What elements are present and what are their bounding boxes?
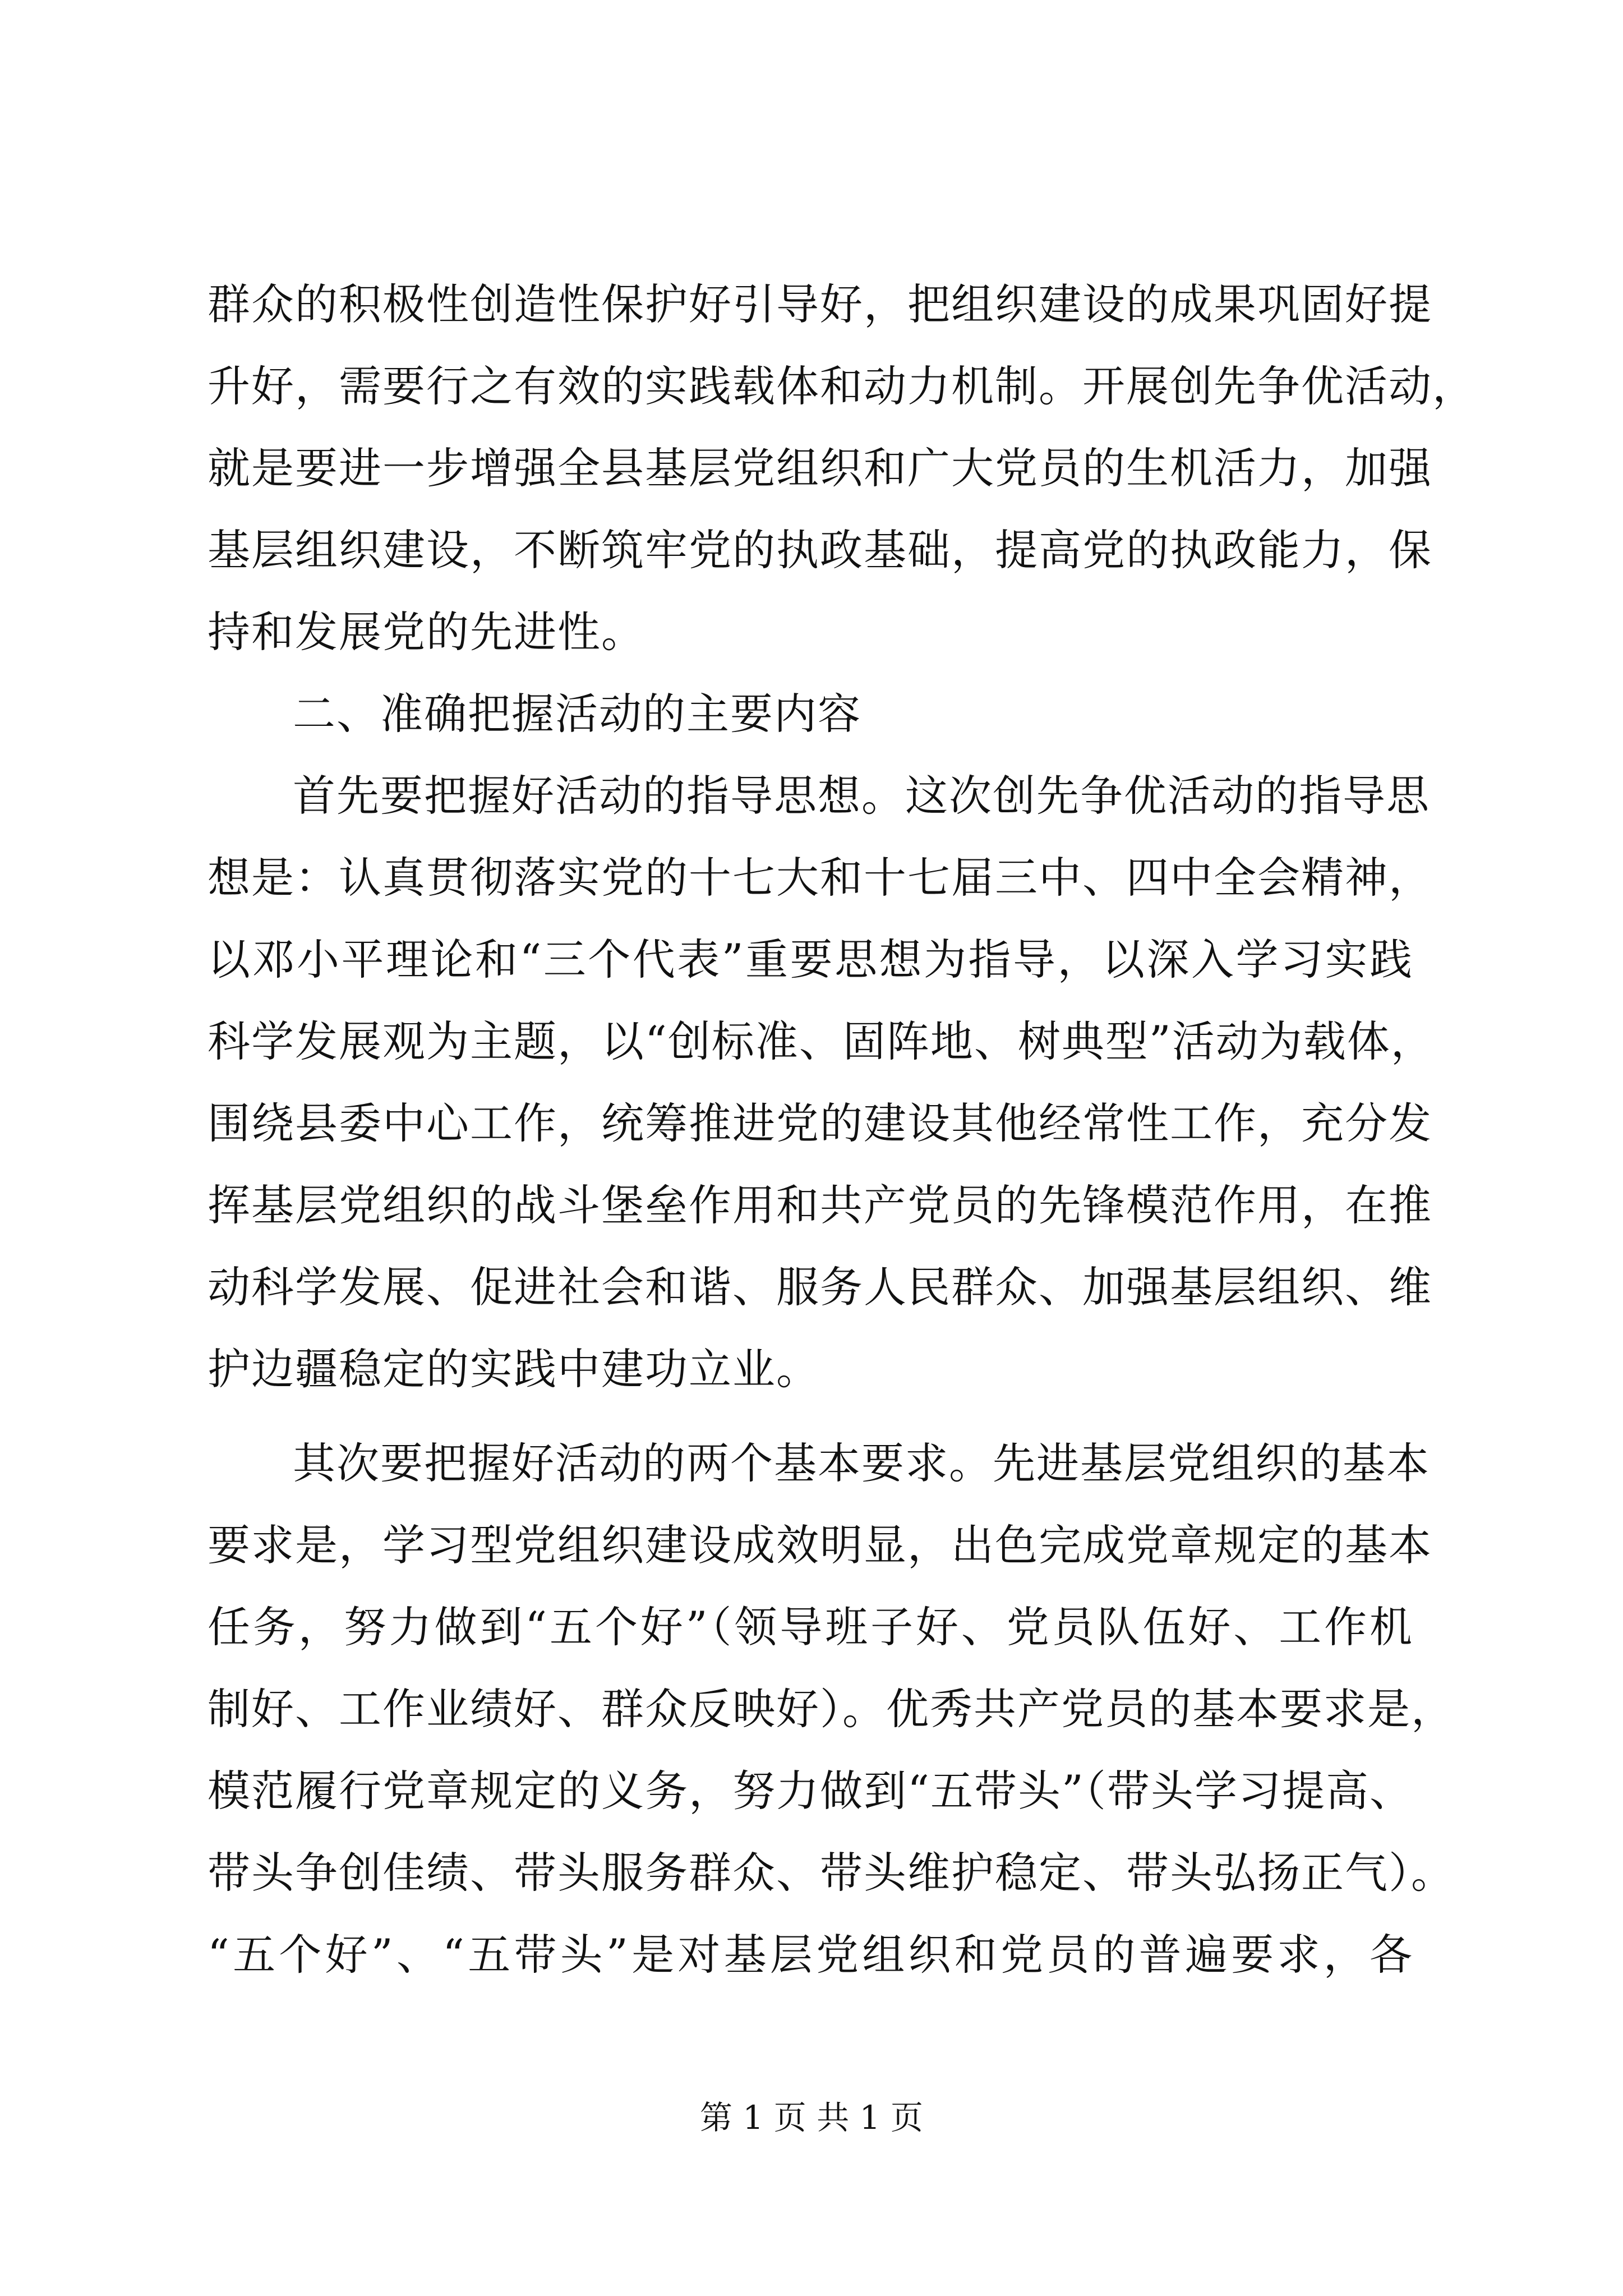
section-heading	[208, 673, 1413, 755]
page-footer	[0, 2095, 1623, 2140]
text-line: 以邓小平理论和“三个代表”重要思想为指导，以深入学习实践	[208, 935, 1413, 984]
text-line: 科学发展观为主题，以“创标准、固阵地、树典型”活动为载体，	[208, 1016, 1435, 1066]
paragraph	[208, 1423, 1455, 1996]
paragraph	[208, 755, 1435, 1410]
heading-text: 二、准确把握活动的主要内容	[293, 689, 861, 739]
text-line: 想是：认真贯彻落实党的十七大和十七届三中、四中全会精神，	[208, 853, 1432, 903]
text-line: 挥基层党组织的战斗堡垒作用和共产党员的先锋模范作用，在推	[208, 1180, 1432, 1230]
text-line: 就是要进一步增强全县基层党组织和广大党员的生机活力，加强	[208, 443, 1432, 493]
text-line: 护边疆稳定的实践中建功立业。	[208, 1344, 820, 1394]
paragraph-gap	[208, 1410, 1413, 1423]
text-line: 持和发展党的先进性。	[208, 607, 645, 657]
text-line: 任务，努力做到“五个好”（领导班子好、党员队伍好、工作机	[208, 1602, 1413, 1652]
document-body	[208, 264, 1476, 1996]
text-line: 带头争创佳绩、带头服务群众、带头维护稳定、带头弘扬正气）。	[208, 1848, 1455, 1898]
text-line: 制好、工作业绩好、群众反映好）。优秀共产党员的基本要求是，	[208, 1684, 1455, 1734]
text-line: 围绕县委中心工作，统筹推进党的建设其他经常性工作，充分发	[208, 1098, 1432, 1148]
text-line: “五个好”、“五带头”是对基层党组织和党员的普遍要求，各	[208, 1930, 1413, 1980]
paragraph	[208, 264, 1476, 673]
text-line: 首先要把握好活动的指导思想。这次创先争优活动的指导思	[293, 771, 1430, 821]
text-line: 其次要把握好活动的两个基本要求。先进基层党组织的基本	[293, 1438, 1430, 1488]
text-line: 要求是，学习型党组织建设成效明显，出色完成党章规定的基本	[208, 1520, 1432, 1570]
text-line: 模范履行党章规定的义务，努力做到“五带头”（带头学习提高、	[208, 1766, 1413, 1816]
text-line: 升好，需要行之有效的实践载体和动力机制。开展创先争优活动，	[208, 361, 1476, 411]
text-line: 动科学发展、促进社会和谐、服务人民群众、加强基层组织、维	[208, 1262, 1432, 1312]
text-line: 群众的积极性创造性保护好引导好，把组织建设的成果巩固好提	[208, 279, 1432, 329]
page-number-label: 第 1 页 共 1 页	[700, 2099, 923, 2137]
text-line: 基层组织建设，不断筑牢党的执政基础，提高党的执政能力，保	[208, 525, 1432, 575]
